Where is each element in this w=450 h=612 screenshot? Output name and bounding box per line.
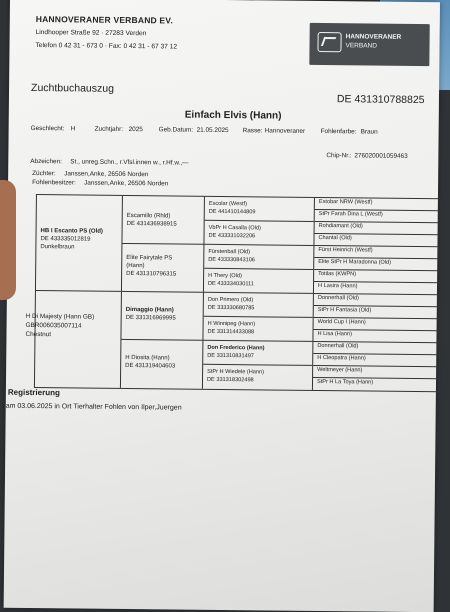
hannoveraner-logo — [309, 23, 429, 66]
gen3-id: DE 433331032206 — [208, 232, 256, 240]
gen2-name: Elite Fairytale PS — [126, 254, 173, 262]
gen2-id: DE 431319404603 — [125, 362, 176, 370]
pedigree-gen4-cell — [313, 378, 439, 391]
gen3-id: DE 331310831497 — [207, 352, 254, 360]
gen3-id: DE 441410144809 — [208, 208, 256, 216]
pedigree-gen2-cell — [121, 340, 202, 389]
sire-color: Dunkelbraun — [40, 244, 75, 251]
gen2-id: DE 431436938915 — [126, 220, 177, 228]
gen3-id: DE 331318302498 — [206, 376, 254, 384]
pedigree-gen3-cell — [205, 197, 314, 222]
pedigree-gen2-cell — [122, 244, 203, 293]
gen4-name: Rohdiamant (Old) — [318, 222, 363, 230]
gen4-name: Estobar NRW (Westf) — [318, 198, 373, 206]
gen4-name: StPr Farah Dina L (Westf) — [318, 210, 383, 218]
gen3-name: H Thery (Old) — [208, 272, 242, 280]
geschlecht-label: Geschlecht: — [30, 124, 65, 133]
gen3-name: Don Frederico (Hann) — [207, 344, 265, 352]
pedigree-gen2-cell — [121, 292, 202, 341]
fohlenfarbe-label: Fohlenfarbe: — [320, 128, 357, 136]
dam-name: H Di Majesty (Hann GB) — [25, 312, 95, 321]
gen3-name: Escolar (Westf) — [208, 200, 248, 208]
geschlecht-value: H — [70, 125, 76, 133]
gen3-id: DE 433334030111 — [207, 280, 254, 288]
pedigree-generation-4 — [313, 198, 441, 391]
dam-color: Chestnut — [25, 330, 52, 339]
gen4-name: H Cleopatra (Hann) — [317, 354, 366, 362]
besitzer-value: Janssen,Anke, 26506 Norden — [84, 179, 169, 188]
pedigree-gen3-cell — [203, 365, 312, 390]
gen4-name: World Cup I (Hann) — [317, 318, 366, 326]
org-name: HANNOVERANER VERBAND EV. — [35, 14, 174, 26]
pedigree-gen3-cell — [204, 221, 313, 246]
pedigree-generation-1 — [25, 195, 123, 388]
gen4-name: StPr H La Toya (Hann) — [316, 378, 374, 386]
pedigree-gen3-cell — [203, 341, 312, 366]
document-page — [4, 0, 440, 612]
gen4-name: Totilas (KWPN) — [318, 270, 357, 278]
gen3-id: DE 333330680785 — [207, 304, 255, 312]
gen3-name: Don Primero (Old) — [207, 296, 254, 304]
org-phone: Telefon 0 42 31 - 673 0 · Fax: 0 42 31 - 67 37 12 — [35, 42, 178, 51]
logo-text-line2: VERBAND — [345, 42, 377, 50]
gen3-name: StPr H Wiedele (Hann) — [207, 368, 265, 376]
pedigree-table — [25, 194, 442, 392]
pedigree-sire — [36, 195, 122, 292]
registration-number: DE 431310788825 — [336, 93, 425, 107]
logo-text-line1: HANNOVERANER — [345, 33, 402, 41]
fohlenfarbe-value: Braun — [360, 128, 378, 136]
gen3-name: VbPr H Casalla (Old) — [208, 224, 261, 232]
gen3-name: H Winnipeg (Hann) — [207, 320, 256, 328]
gen3-id: DE 331314433088 — [207, 328, 255, 336]
zuechter-label: Züchter: — [32, 169, 56, 178]
pedigree-dam — [25, 291, 121, 388]
dam-id: GBR006035007114 — [25, 321, 82, 330]
gen4-name: Fürst Heinrich (Westf) — [318, 246, 373, 254]
gen4-name: Donnerhall (Old) — [317, 294, 359, 302]
horse-name: Einfach Elvis (Hann) — [184, 109, 282, 122]
gen2-name: Escamillo (Rhld) — [126, 212, 171, 220]
gen4-name: H Lasira (Hann) — [317, 282, 358, 290]
zuchtjahr-label: Zuchtjahr: — [94, 125, 124, 133]
gen2-name: Dimaggio (Hann) — [125, 306, 174, 314]
pedigree-gen3-cell — [203, 317, 312, 342]
zuchtjahr-value: 2025 — [128, 125, 143, 134]
abzeichen-label: Abzeichen: — [30, 157, 62, 166]
pedigree-generation-2 — [121, 196, 205, 389]
gen2-name-suffix: (Hann) — [126, 262, 145, 270]
geb-value: 21.05.2025 — [196, 126, 229, 135]
pedigree-gen3-cell — [204, 269, 313, 294]
registration-title: Registrierung — [7, 387, 60, 398]
gen4-name: H Lisa (Hann) — [317, 330, 353, 338]
chip-label: Chip-Nr.: — [326, 152, 352, 160]
gen2-id: DE 331316969995 — [125, 314, 176, 322]
chip-value: 276020001059463 — [354, 152, 408, 160]
gen4-name: Donnerhall (Old) — [317, 342, 359, 350]
pedigree-gen3-cell — [204, 245, 313, 270]
pedigree-gen2-cell — [122, 196, 203, 245]
gen4-name: Chantal (Old) — [318, 234, 352, 242]
gen4-name: StPr H Fantasia (Old) — [317, 306, 372, 314]
abzeichen-value: St., unreg.Schn., r.Vfsl.innen w., r.Hf.w.,— — [70, 158, 189, 167]
pedigree-generation-3 — [203, 197, 315, 390]
rasse-value: Hannoveraner — [264, 127, 306, 135]
besitzer-label: Fohlenbesitzer: — [32, 178, 76, 187]
registration-line: am 03.06.2025 in Ort Tierhalter Fohlen von Ilper,Juergen — [5, 402, 182, 412]
finger-holding-paper — [0, 180, 16, 300]
geb-label: Geb.Datum: — [158, 126, 194, 134]
rasse-label: Rasse: — [242, 127, 263, 135]
gen2-name: H Diosita (Hann) — [125, 354, 170, 362]
gen3-name: Fürstenball (Old) — [208, 248, 251, 256]
gen2-id: DE 431310796315 — [126, 270, 177, 278]
gen4-name: Elite StPr H Maradonna (Old) — [318, 258, 392, 266]
pedigree-gen3-cell — [204, 293, 313, 318]
org-address: Lindhooper Straße 92 · 27283 Verden — [35, 29, 147, 38]
horse-logo-icon — [317, 32, 341, 52]
zuechter-value: Janssen,Anke, 26506 Norden — [64, 170, 149, 179]
sire-id: DE 433335012819 — [40, 236, 91, 243]
document-title: Zuchtbuchauszug — [31, 81, 115, 95]
sire-name: HB I Escanto PS (Old) — [40, 228, 103, 235]
gen3-id: DE 433330843106 — [208, 256, 255, 264]
gen4-name: Weltmeyer (Hann) — [317, 366, 363, 374]
